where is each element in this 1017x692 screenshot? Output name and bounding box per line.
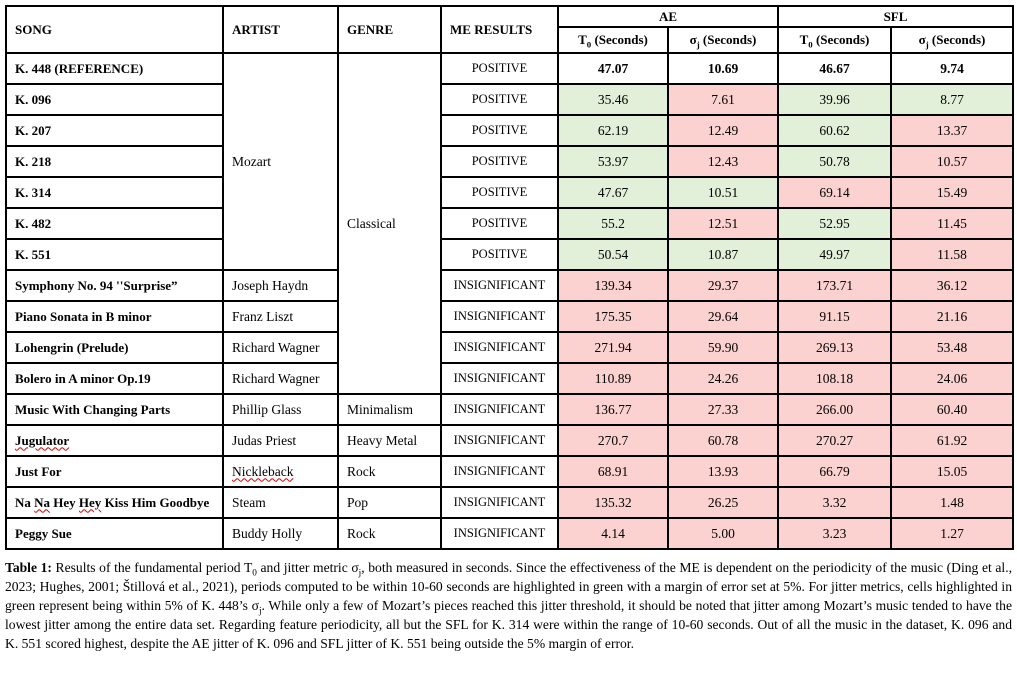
table-row xyxy=(6,394,1013,425)
me-result-cell: INSIGNIFICANT xyxy=(441,270,558,301)
table-row xyxy=(6,53,1013,84)
sfl-t0-cell: 270.27 xyxy=(778,425,891,456)
table-row xyxy=(6,425,1013,456)
sfl-t0-cell: 69.14 xyxy=(778,177,891,208)
text-segment: K. 096 xyxy=(15,91,52,107)
song-cell xyxy=(6,363,223,394)
ae-t0-cell: 110.89 xyxy=(558,363,668,394)
ae-jitter-cell: 60.78 xyxy=(668,425,778,456)
t0-symbol: T xyxy=(578,32,587,47)
ae-t0-cell: 35.46 xyxy=(558,84,668,115)
text-segment: j xyxy=(358,567,362,578)
col-group-ae: AE xyxy=(558,6,778,27)
sfl-t0-cell: 39.96 xyxy=(778,84,891,115)
ae-t0-cell: 175.35 xyxy=(558,301,668,332)
sfl-jitter-cell: 13.37 xyxy=(891,115,1013,146)
ae-jitter-cell: 27.33 xyxy=(668,394,778,425)
song-cell xyxy=(6,425,223,456)
text-segment: Music With Changing Parts xyxy=(15,401,171,417)
sfl-t0-cell: 66.79 xyxy=(778,456,891,487)
sfl-t0-cell: 173.71 xyxy=(778,270,891,301)
me-result-cell: POSITIVE xyxy=(441,146,558,177)
me-result-cell: POSITIVE xyxy=(441,53,558,84)
song-cell xyxy=(6,456,223,487)
sfl-t0-cell: 46.67 xyxy=(778,53,891,84)
artist-cell xyxy=(223,487,338,518)
song-cell xyxy=(6,332,223,363)
me-result-cell: POSITIVE xyxy=(441,177,558,208)
artist-name: Phillip Glass xyxy=(232,401,302,417)
caption-label: Table 1: xyxy=(5,560,52,575)
sfl-jitter-cell: 9.74 xyxy=(891,53,1013,84)
sfl-jitter-cell: 53.48 xyxy=(891,332,1013,363)
text-segment: Peggy Sue xyxy=(15,525,72,541)
text-segment: Piano Sonata in B minor xyxy=(15,308,152,324)
ae-t0-cell: 62.19 xyxy=(558,115,668,146)
table-row xyxy=(6,146,1013,177)
table-body xyxy=(6,53,1013,549)
artist-cell xyxy=(223,270,338,301)
table-row xyxy=(6,518,1013,549)
song-cell xyxy=(6,84,223,115)
sfl-t0-cell: 269.13 xyxy=(778,332,891,363)
artist-name: Richard Wagner xyxy=(232,370,320,386)
ae-t0-cell: 271.94 xyxy=(558,332,668,363)
sfl-t0-cell: 60.62 xyxy=(778,115,891,146)
genre-cell: Minimalism xyxy=(338,394,441,425)
song-cell xyxy=(6,270,223,301)
artist-cell xyxy=(223,518,338,549)
artist-name: Richard Wagner xyxy=(232,339,320,355)
artist-cell xyxy=(223,456,338,487)
col-header-me-results: ME RESULTS xyxy=(441,6,558,53)
genre-cell: Heavy Metal xyxy=(338,425,441,456)
ae-jitter-cell: 24.26 xyxy=(668,363,778,394)
me-result-cell: INSIGNIFICANT xyxy=(441,332,558,363)
sfl-jitter-cell: 8.77 xyxy=(891,84,1013,115)
artist-name: Buddy Holly xyxy=(232,525,303,541)
text-segment: K. 482 xyxy=(15,215,52,231)
col-header-sfl-jitter: $\sigma_j$ (Seconds) xyxy=(891,27,1013,53)
col-group-sfl: SFL xyxy=(778,6,1013,27)
artist-cell xyxy=(223,301,338,332)
song-cell xyxy=(6,394,223,425)
table-row xyxy=(6,363,1013,394)
sfl-t0-cell: 50.78 xyxy=(778,146,891,177)
me-result-cell: INSIGNIFICANT xyxy=(441,487,558,518)
misspelled-word: Na xyxy=(34,494,51,510)
ae-jitter-cell: 10.69 xyxy=(668,53,778,84)
ae-t0-cell: 139.34 xyxy=(558,270,668,301)
sfl-jitter-cell: 1.27 xyxy=(891,518,1013,549)
sfl-t0-cell: 266.00 xyxy=(778,394,891,425)
table-row xyxy=(6,301,1013,332)
ae-jitter-cell: 29.64 xyxy=(668,301,778,332)
song-cell xyxy=(6,177,223,208)
sfl-jitter-cell: 21.16 xyxy=(891,301,1013,332)
col-header-sfl-t0: $T_0$ (Seconds) xyxy=(778,27,891,53)
text-segment: K. 218 xyxy=(15,153,52,169)
artist-name: Judas Priest xyxy=(232,432,297,448)
artist-cell xyxy=(223,53,338,270)
sfl-t0-cell: 52.95 xyxy=(778,208,891,239)
sfl-t0-cell: 91.15 xyxy=(778,301,891,332)
ae-jitter-cell: 12.49 xyxy=(668,115,778,146)
sfl-t0-cell: 49.97 xyxy=(778,239,891,270)
text-segment: Just For xyxy=(15,463,62,479)
me-result-cell: INSIGNIFICANT xyxy=(441,394,558,425)
sfl-t0-cell: 3.32 xyxy=(778,487,891,518)
artist-name: Nickleback xyxy=(232,463,294,479)
me-result-cell: POSITIVE xyxy=(441,208,558,239)
sigma-symbol: σ xyxy=(918,32,926,47)
me-result-cell: POSITIVE xyxy=(441,239,558,270)
ae-t0-cell: 50.54 xyxy=(558,239,668,270)
ae-jitter-cell: 13.93 xyxy=(668,456,778,487)
artist-name: Franz Liszt xyxy=(232,308,294,324)
text-segment: , both measured in seconds. Since the effectiveness of the ME is dependent on the periodicity of the music (Ding et al., 2023; Hughes, 2001; Štillová et al., 2021), periods computed to be within 10-60 seconds are highlighted in green with a margin of error set at 5%. For jitter metrics, cells highlighted in green represent being within 5% of K. 448’s xyxy=(5,560,1012,613)
song-cell xyxy=(6,146,223,177)
song-cell xyxy=(6,239,223,270)
text-segment: K. 551 xyxy=(15,246,52,262)
text-segment: Lohengrin (Prelude) xyxy=(15,339,129,355)
song-cell xyxy=(6,487,223,518)
sfl-jitter-cell: 60.40 xyxy=(891,394,1013,425)
text-segment: Symphony No. 94 ''Surprise” xyxy=(15,277,178,293)
sfl-jitter-cell: 15.49 xyxy=(891,177,1013,208)
song-cell xyxy=(6,208,223,239)
col-header-genre: GENRE xyxy=(338,6,441,53)
text-segment: and jitter metric xyxy=(256,560,352,575)
artist-name: Steam xyxy=(232,494,266,510)
me-result-cell: INSIGNIFICANT xyxy=(441,363,558,394)
table-row xyxy=(6,487,1013,518)
header-row-groups xyxy=(6,6,1013,27)
ae-jitter-cell: 10.51 xyxy=(668,177,778,208)
genre-cell: Pop xyxy=(338,487,441,518)
misspelled-word: Jugulator xyxy=(15,432,70,448)
sfl-jitter-cell: 61.92 xyxy=(891,425,1013,456)
me-result-cell: INSIGNIFICANT xyxy=(441,425,558,456)
ae-t0-cell: 270.7 xyxy=(558,425,668,456)
ae-t0-cell: 47.67 xyxy=(558,177,668,208)
text-segment: Bolero in A minor Op.19 xyxy=(15,370,151,386)
artist-name: Mozart xyxy=(232,153,271,169)
ae-t0-cell: 68.91 xyxy=(558,456,668,487)
ae-t0-cell: 136.77 xyxy=(558,394,668,425)
sfl-jitter-cell: 15.05 xyxy=(891,456,1013,487)
artist-cell xyxy=(223,363,338,394)
text-segment: K. 207 xyxy=(15,122,52,138)
sfl-t0-cell: 3.23 xyxy=(778,518,891,549)
table-row xyxy=(6,84,1013,115)
col-header-ae-t0: $T_0$ (Seconds) xyxy=(558,27,668,53)
sfl-jitter-cell: 24.06 xyxy=(891,363,1013,394)
me-result-cell: INSIGNIFICANT xyxy=(441,456,558,487)
ae-t0-cell: 53.97 xyxy=(558,146,668,177)
me-result-cell: POSITIVE xyxy=(441,84,558,115)
text-segment: Hey xyxy=(50,494,79,510)
misspelled-word: Hey xyxy=(78,494,102,510)
text-segment: σ xyxy=(351,560,359,575)
song-cell xyxy=(6,53,223,84)
text-segment: σ xyxy=(251,598,259,613)
t0-symbol: T xyxy=(799,32,809,47)
table-caption xyxy=(5,558,1012,653)
ae-jitter-cell: 10.87 xyxy=(668,239,778,270)
genre-cell: Rock xyxy=(338,518,441,549)
genre-cell: Classical xyxy=(338,53,441,394)
ae-t0-cell: 4.14 xyxy=(558,518,668,549)
me-result-cell: INSIGNIFICANT xyxy=(441,518,558,549)
ae-t0-cell: 55.2 xyxy=(558,208,668,239)
ae-jitter-cell: 26.25 xyxy=(668,487,778,518)
col-header-song: SONG xyxy=(6,6,223,53)
table-row xyxy=(6,332,1013,363)
ae-jitter-cell: 12.51 xyxy=(668,208,778,239)
song-cell xyxy=(6,115,223,146)
table-row xyxy=(6,208,1013,239)
artist-cell xyxy=(223,394,338,425)
sigma-symbol: σ xyxy=(689,32,697,47)
ae-jitter-cell: 59.90 xyxy=(668,332,778,363)
sfl-jitter-cell: 10.57 xyxy=(891,146,1013,177)
ae-jitter-cell: 29.37 xyxy=(668,270,778,301)
table-row xyxy=(6,456,1013,487)
text-segment: K. 448 (REFERENCE) xyxy=(15,60,144,76)
table-row xyxy=(6,270,1013,301)
text-segment: K. 314 xyxy=(15,184,52,200)
ae-jitter-cell: 12.43 xyxy=(668,146,778,177)
ae-jitter-cell: 5.00 xyxy=(668,518,778,549)
text-segment: . While only a few of Mozart’s pieces reached this jitter threshold, it should be noted that jitter among Mozart’s music tended to have the lowest jitter among the entire data set. Regarding feature periodicity, all but the SFL for K. 314 were within the range of 10-60 seconds. Out of all the music in the dataset, K. 096 and K. 551 scored highest, despite the AE jitter of K. 096 and SFL jitter of K. 551 being outside the 5% margin of error. xyxy=(5,598,1012,651)
me-result-cell: INSIGNIFICANT xyxy=(441,301,558,332)
text-segment: 0 xyxy=(252,567,257,578)
ae-jitter-cell: 7.61 xyxy=(668,84,778,115)
ae-t0-cell: 47.07 xyxy=(558,53,668,84)
text-segment: Na xyxy=(15,494,35,510)
me-result-cell: POSITIVE xyxy=(441,115,558,146)
song-cell xyxy=(6,301,223,332)
text-segment: Kiss Him Goodbye xyxy=(101,494,210,510)
table-row xyxy=(6,177,1013,208)
table-header xyxy=(6,6,1013,53)
caption-body xyxy=(5,560,1012,651)
ae-t0-cell: 135.32 xyxy=(558,487,668,518)
results-table xyxy=(5,5,1014,550)
col-header-ae-jitter: $\sigma_j$ (Seconds) xyxy=(668,27,778,53)
artist-cell xyxy=(223,425,338,456)
sfl-jitter-cell: 36.12 xyxy=(891,270,1013,301)
text-segment: j xyxy=(258,605,262,616)
song-cell xyxy=(6,518,223,549)
artist-cell xyxy=(223,332,338,363)
sfl-jitter-cell: 1.48 xyxy=(891,487,1013,518)
text-segment: T xyxy=(243,560,253,575)
genre-cell: Rock xyxy=(338,456,441,487)
artist-name: Joseph Haydn xyxy=(232,277,309,293)
text-segment: Results of the fundamental period xyxy=(51,560,244,575)
table-row xyxy=(6,239,1013,270)
table-row xyxy=(6,115,1013,146)
col-header-artist: ARTIST xyxy=(223,6,338,53)
sfl-jitter-cell: 11.45 xyxy=(891,208,1013,239)
sfl-t0-cell: 108.18 xyxy=(778,363,891,394)
sfl-jitter-cell: 11.58 xyxy=(891,239,1013,270)
